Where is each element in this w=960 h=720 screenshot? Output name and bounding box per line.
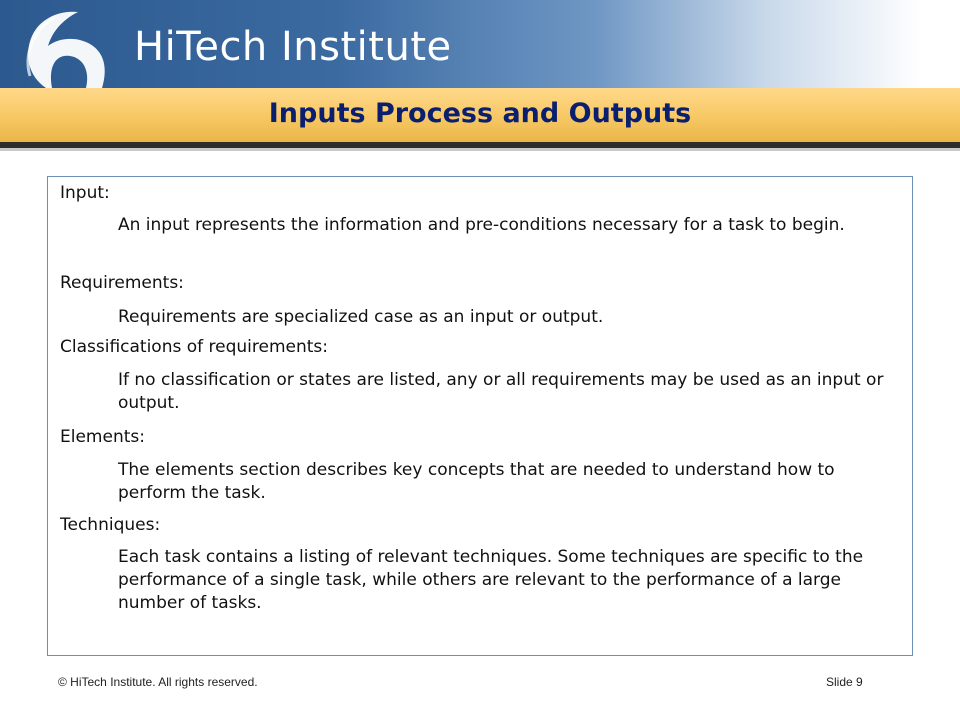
- term-description: If no classification or states are listed, any or all requirements may be used as an input or output.: [118, 370, 884, 413]
- term-description: An input represents the information and pre-conditions necessary for a task to begin.: [118, 215, 845, 235]
- copyright-text: © HiTech Institute. All rights reserved.: [58, 675, 258, 689]
- term-label: Elements:: [60, 427, 145, 447]
- list-item-classifications: [60, 335, 900, 359]
- content-box: [47, 176, 913, 656]
- term-description: Each task contains a listing of relevant techniques. Some techniques are specific to the performance of a single task, while others are relevant to the performance of a large number of tasks.: [118, 547, 864, 613]
- list-item-requirements: [60, 271, 900, 295]
- list-item-techniques: [60, 513, 900, 537]
- term-label: Input:: [60, 183, 110, 203]
- term-label: Classifications of requirements:: [60, 337, 329, 357]
- brand-name: HiTech Institute: [134, 24, 452, 70]
- hitech-6-logo-icon: [18, 6, 118, 90]
- term-label: Requirements:: [60, 273, 184, 293]
- slide-title: Inputs Process and Outputs: [268, 98, 692, 129]
- list-item-input: [60, 181, 900, 205]
- list-item-elements: [60, 425, 900, 449]
- term-description: Requirements are specialized case as an input or output.: [118, 307, 604, 327]
- title-divider-shadow: [0, 148, 960, 151]
- term-label: Techniques:: [60, 515, 161, 535]
- term-description: The elements section describes key concepts that are needed to understand how to perform the task.: [118, 460, 835, 503]
- slide-number: Slide 9: [826, 675, 863, 689]
